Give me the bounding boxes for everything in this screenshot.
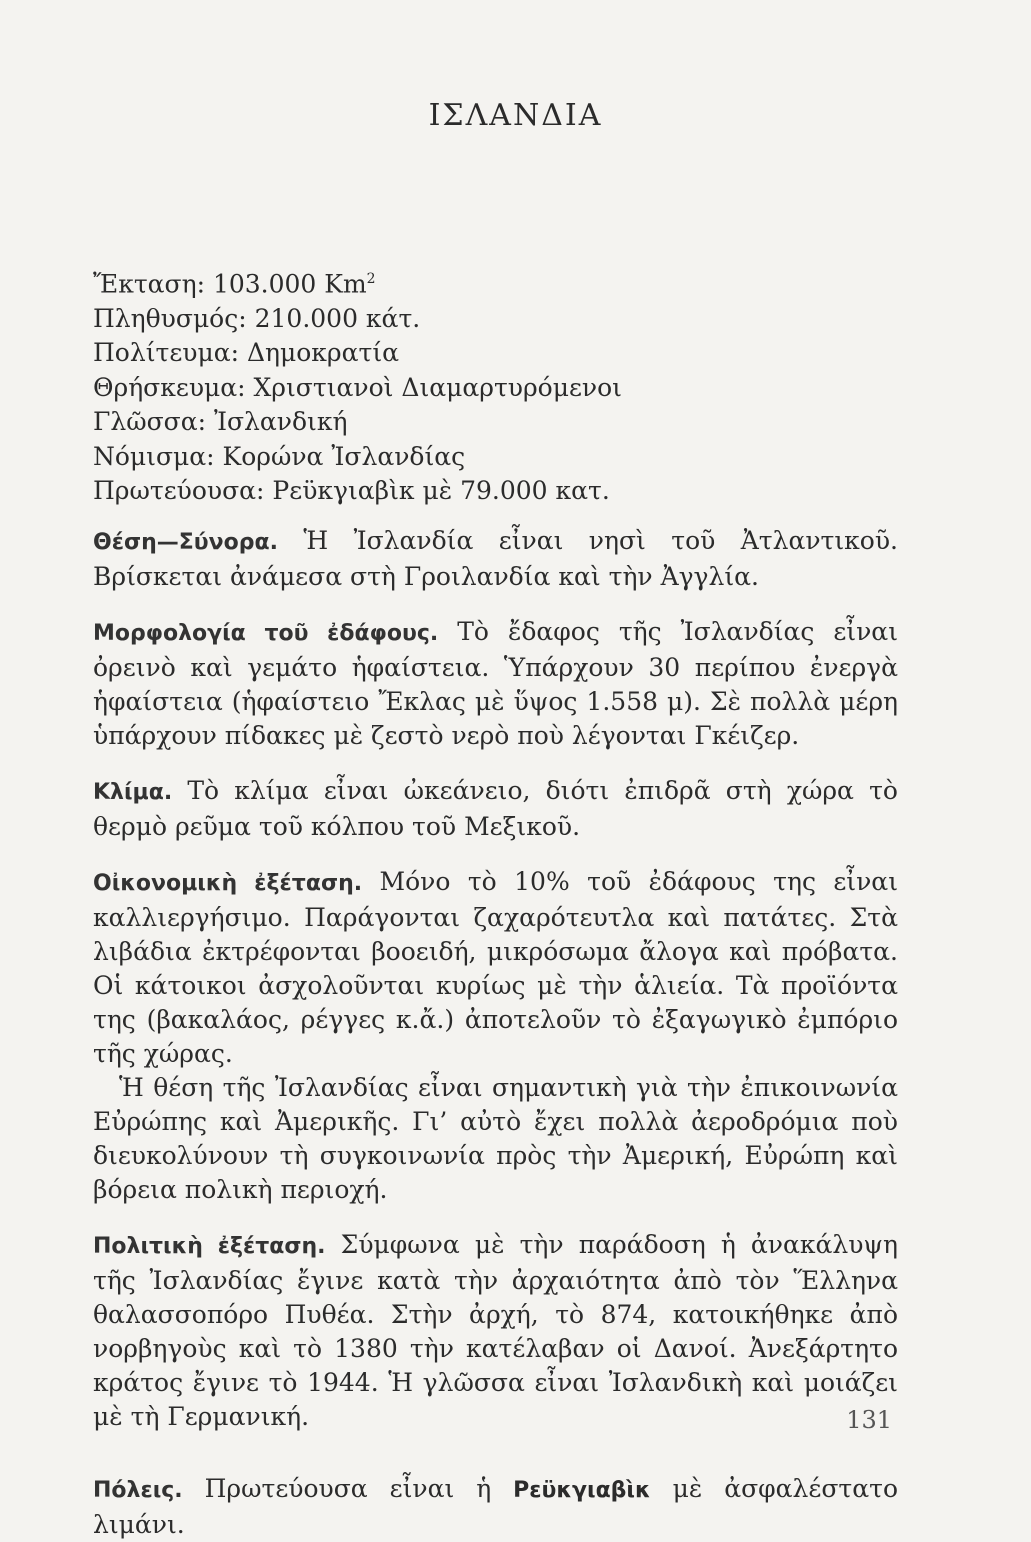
section-text: Ἡ Ἰσλανδία εἶναι νησὶ τοῦ Ἀτλαντικοῦ. Βρίσκεται ἀνάμεσα στὴ Γροιλανδία καὶ τὴν Ἀγγλία.	[93, 526, 898, 591]
section-economy	[93, 865, 898, 1071]
section-text: Σύμφωνα μὲ τὴν παράδοση ἡ ἀνακάλυψη τῆς Ἰσλανδίας ἔγινε κατὰ τὴν ἀρχαιότητα ἀπὸ τὸν Ἕλληνα θαλασσοπόρο Πυθέα. Στὴν ἀρχή, τὸ 874, κατοικήθηκε ἀπὸ νορβηγοὺς καὶ τὸ 1380 τὴν κατέλαβαν οἱ Δανοί. Ἀνεξάρτητο κράτος ἔγινε τὸ 1944. Ἡ γλῶσσα εἶναι Ἰσλανδικὴ καὶ μοιάζει μὲ τὴ Γερμανική.	[93, 1230, 898, 1431]
article-body	[93, 524, 898, 1542]
section-text: Μόνο τὸ 10% τοῦ ἐδάφους της εἶναι καλλιεργήσιμο. Παράγονται ζαχαρότευτλα καὶ πατάτες. Στὰ λιβάδια ἐκτρέφονται βοοειδή, μικρόσωμα ἄλογα καὶ πρόβατα. Οἱ κάτοικοι ἀσχολοῦνται κυρίως μὲ τὴν ἁλιεία. Τὰ προϊόντα της (βακαλάος, ρέγγες κ.ἄ.) ἀποτελοῦν τὸ ἐξαγωγικὸ ἐμπόριο τῆς χώρας.	[93, 867, 898, 1068]
section-heading: Κλίμα.	[93, 780, 173, 805]
section-heading: Θέση—Σύνορα.	[93, 530, 278, 555]
fact-area-text: Ἔκταση: 103.000 Km	[93, 269, 367, 299]
page-title: ΙΣΛΑΝΔΙΑ	[428, 98, 603, 133]
section-heading: Πόλεις.	[93, 1478, 183, 1503]
fact-area-unit-exponent: 2	[366, 271, 376, 287]
section-cities	[93, 1472, 898, 1542]
section-position	[93, 524, 898, 594]
fact-government: Πολίτευμα: Δημοκρατία	[93, 338, 400, 368]
country-facts	[93, 262, 913, 509]
section-climate	[93, 774, 898, 844]
fact-language: Γλῶσσα: Ἰσλανδική	[93, 407, 348, 437]
fact-currency: Νόμισμα: Κορώνα Ἰσλανδίας	[93, 441, 466, 471]
section-heading: Οἰκονομικὴ ἐξέταση.	[93, 871, 363, 896]
section-text: μὲ ἀσφαλέστατο λιμάνι.	[93, 1474, 898, 1539]
section-morphology	[93, 615, 898, 753]
page-number: 131	[846, 1406, 892, 1434]
section-heading: Πολιτικὴ ἐξέταση.	[93, 1234, 326, 1259]
section-text: Τὸ κλίμα εἶναι ὠκεάνειο, διότι ἐπιδρᾶ στὴ χώρα τὸ θερμὸ ρεῦμα τοῦ κόλπου τοῦ Μεξικοῦ.	[93, 776, 898, 841]
section-heading: Μορφολογία τοῦ ἐδάφους.	[93, 621, 439, 646]
section-economy-continued: Ἡ θέση τῆς Ἰσλανδίας εἶναι σημαντικὴ γιὰ τὴν ἐπικοινωνία Εὐρώπης καὶ Ἀμερικῆς. Γι’ αὐτὸ ἔχει πολλὰ ἀεροδρόμια ποὺ διευκολύνουν τὴ συγκοινωνία πρὸς τὴν Ἀμερική, Εὐρώπη καὶ βόρεια πολικὴ περιοχή.	[93, 1073, 898, 1204]
fact-area	[93, 262, 913, 302]
fact-capital: Πρωτεύουσα: Ρεϋκγιαβὶκ μὲ 79.000 κατ.	[93, 476, 610, 506]
section-politics	[93, 1228, 898, 1434]
capital-name: Ρεϋκγιαβὶκ	[513, 1478, 651, 1503]
fact-population: Πληθυσμός: 210.000 κάτ.	[93, 303, 421, 333]
section-text: Τὸ ἔδαφος τῆς Ἰσλανδίας εἶναι ὀρεινὸ καὶ γεμάτο ἡφαίστεια. Ὑπάρχουν 30 περίπου ἐνεργὰ ἡφαίστεια (ἡφαίστειο Ἔκλας μὲ ὕψος 1.558 μ). Σὲ πολλὰ μέρη ὑπάρχουν πίδακες μὲ ζεστὸ νερὸ ποὺ λέγονται Γκέιζερ.	[93, 617, 898, 750]
section-text: Πρωτεύουσα εἶναι ἡ	[182, 1474, 514, 1503]
fact-religion: Θρήσκευμα: Χριστιανοὶ Διαμαρτυρόμενοι	[93, 372, 622, 402]
